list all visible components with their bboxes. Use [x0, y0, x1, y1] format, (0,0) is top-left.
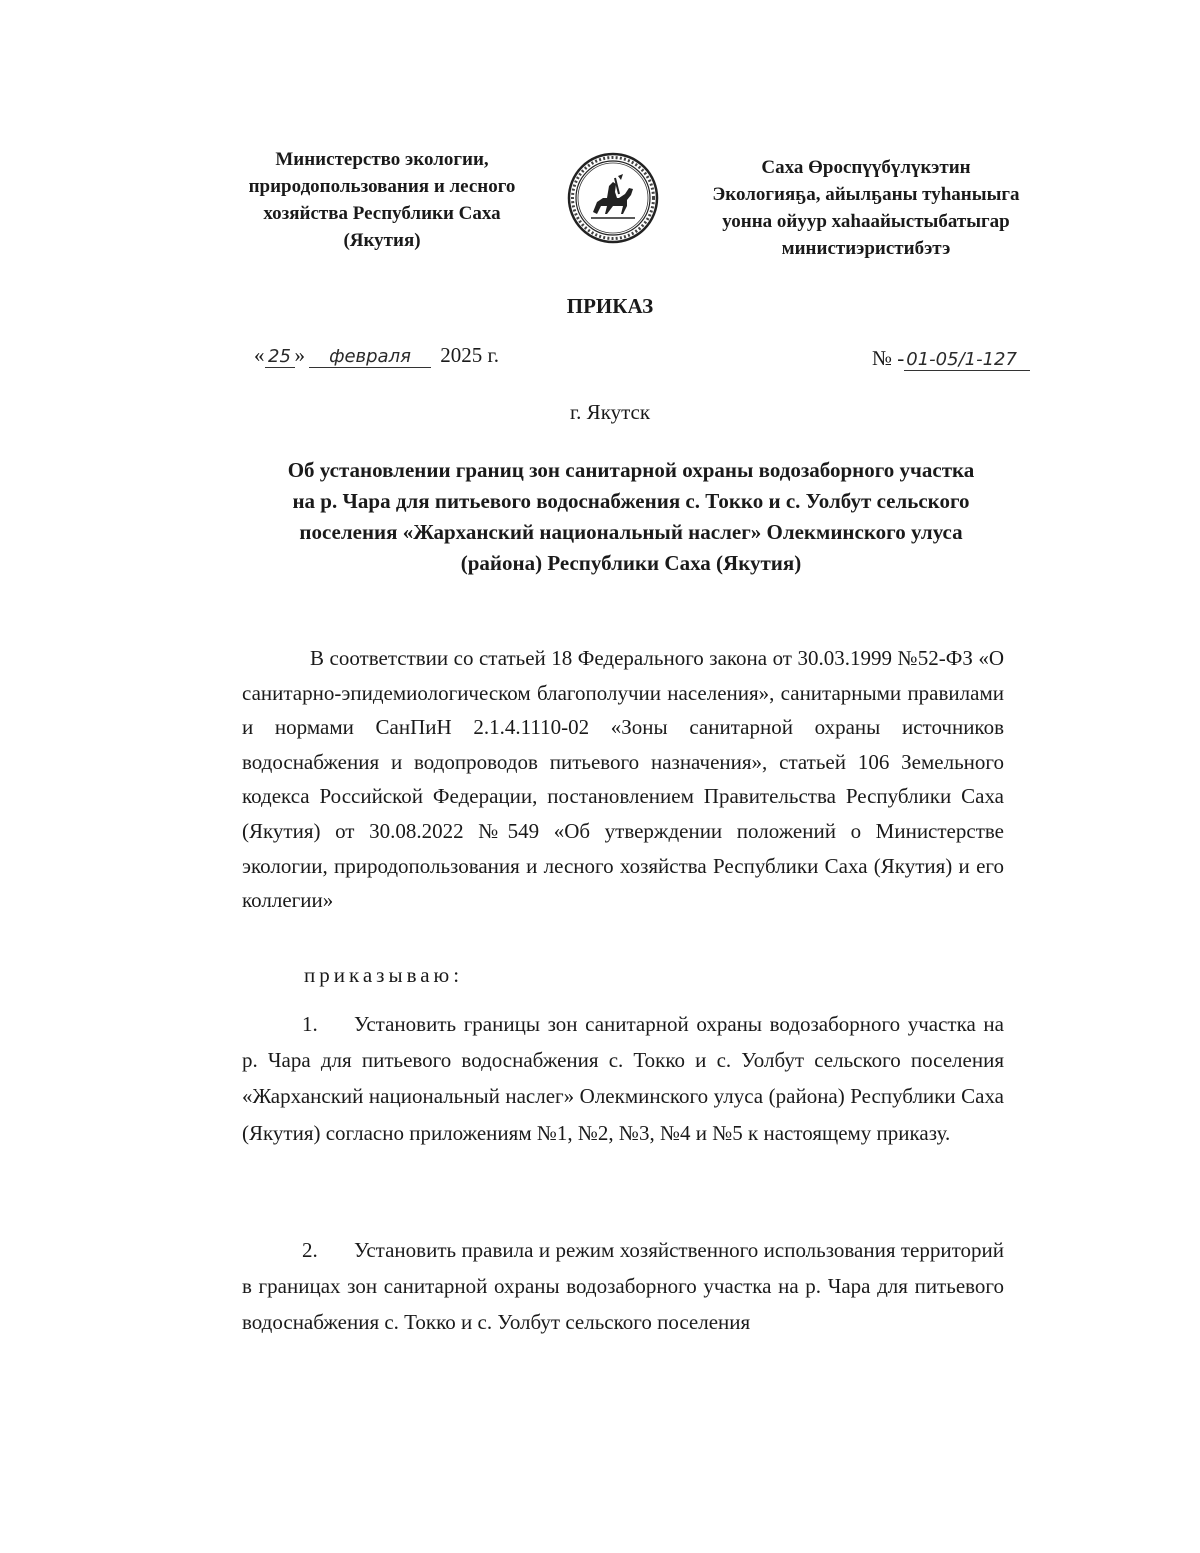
quote-close: » — [294, 343, 305, 367]
order-item — [242, 1232, 1004, 1341]
item-text: Установить правила и режим хозяйственного использования территорий в границах зон санитарной охраны водозаборного участка на р. Чара для питьевого водоснабжения с. Токко и с. Уолбут сельского поселения — [242, 1238, 1004, 1335]
ministry-name-yakut — [686, 154, 1046, 262]
ministry-name-line: (Якутия) — [343, 230, 421, 251]
item-number: 2. — [302, 1238, 318, 1262]
subject-line: на р. Чара для питьевого водоснабжения с. Токко и с. Уолбут сельского — [292, 489, 970, 513]
ministry-name-line: хозяйства Республики Саха — [263, 203, 501, 224]
ministry-name-russian — [222, 146, 542, 254]
order-subject — [236, 455, 1026, 579]
order-date — [254, 343, 499, 368]
item-number: 1. — [302, 1012, 318, 1036]
ministry-name-line: природопользования и лесного — [248, 176, 516, 197]
order-item — [242, 1006, 1004, 1151]
date-day: 25 — [265, 346, 295, 368]
quote-open: « — [254, 343, 265, 367]
preamble-paragraph: В соответствии со статьей 18 Федерального закона от 30.03.1999 №52-ФЗ «О санитарно-эпидемиологическом благополучии населения», санитарными правилами и нормами СанПиН 2.1.4.1110-02 «Зоны санитарной охраны источников водоснабжения и водопроводов питьевого назначения», статьей 106 Земельного кодекса Российской Федерации, постановлением Правительства Республики Саха (Якутия) от 30.08.2022 №549 «Об утверждении положений о Министерстве экологии, природопользования и лесного хозяйства Республики Саха (Якутия) и его коллегии» — [242, 646, 1004, 913]
ministry-name-line: Экологияҕа, айылҕаны туһаныыга — [712, 184, 1020, 205]
orders-word: приказываю: — [304, 963, 464, 987]
subject-line: Об установлении границ зон санитарной охраны водозаборного участка — [287, 458, 975, 482]
date-month: февраля — [309, 346, 431, 368]
ministry-name-line: министиэристибэтэ — [781, 238, 951, 259]
ministry-name-line: Министерство экологии, — [275, 149, 489, 170]
ministry-name-line: уонна ойуур хаһаайыстыбатыгар — [722, 211, 1010, 232]
city: г. Якутск — [569, 400, 651, 424]
order-number — [872, 346, 1030, 371]
subject-line: (района) Республики Саха (Якутия) — [460, 551, 802, 575]
document-title: ПРИКАЗ — [566, 294, 654, 318]
ministry-name-line: Саха Өроспүүбүлүкэтин — [761, 157, 971, 178]
subject-line: поселения «Жарханский национальный наслег» Олекминского улуса — [299, 520, 963, 544]
order-number-prefix: № - — [872, 346, 905, 370]
item-text: Установить границы зон санитарной охраны водозаборного участка на р. Чара для питьевого водоснабжения с. Токко и с. Уолбут сельского поселения «Жарханский национальный наслег» Олекминского улуса (района) Республики Саха (Якутия) согласно приложениям №1, №2, №3, №4 и №5 к настоящему приказу. — [242, 1012, 1004, 1145]
coat-of-arms-icon — [563, 148, 663, 248]
date-year: 2025 г. — [440, 343, 499, 367]
order-number-value: 01-05/1-127 — [904, 349, 1030, 371]
